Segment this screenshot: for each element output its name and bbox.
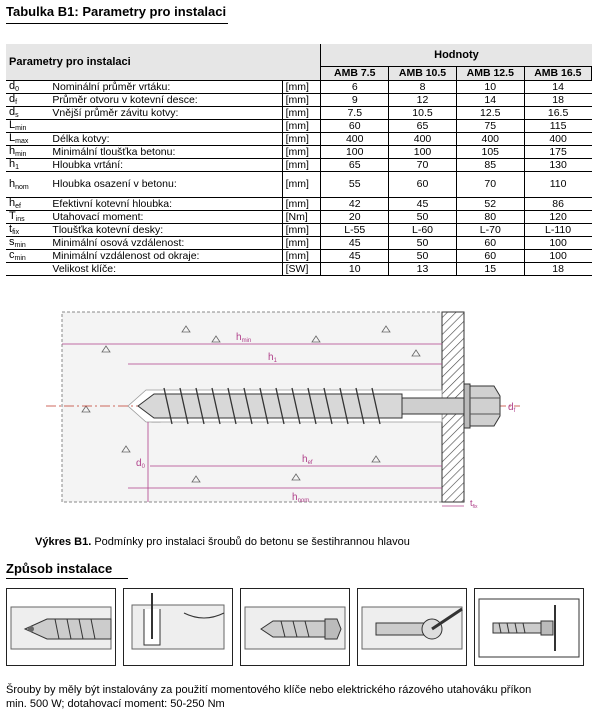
param-value: 50 — [389, 237, 457, 250]
dim-label-h1: $h_1$ — [268, 352, 277, 364]
table-row — [6, 159, 592, 172]
param-unit: [mm] — [282, 159, 321, 172]
param-value: 18 — [524, 263, 591, 276]
table-row — [6, 107, 592, 120]
dim-label-d0: $d_0$ — [136, 458, 145, 470]
param-unit: [mm] — [282, 172, 321, 198]
param-unit: [mm] — [282, 224, 321, 237]
param-value: 100 — [524, 237, 591, 250]
drawing-caption — [35, 536, 410, 548]
param-description: Utahovací moment: — [49, 211, 282, 224]
param-value: 65 — [389, 120, 457, 133]
param-unit: [mm] — [282, 107, 321, 120]
param-value: 115 — [524, 120, 591, 133]
caption-bold: Výkres B1. — [35, 536, 92, 548]
param-unit: [mm] — [282, 133, 321, 146]
param-symbol: $h_{nom}$ — [6, 172, 49, 198]
param-symbol: $c_{min}$ — [6, 250, 49, 263]
param-value: 45 — [321, 237, 389, 250]
param-description: Nominální průměr vrtáku: — [49, 81, 282, 94]
param-value: 10 — [456, 81, 524, 94]
param-value: 7.5 — [321, 107, 389, 120]
param-value: 130 — [524, 159, 591, 172]
param-unit: [mm] — [282, 146, 321, 159]
table-header-values: Hodnoty — [321, 44, 592, 67]
param-value: L-60 — [389, 224, 457, 237]
step-1-drill — [6, 588, 116, 666]
param-value: 175 — [524, 146, 591, 159]
column-header: AMB 10.5 — [389, 67, 457, 81]
param-value: 60 — [321, 120, 389, 133]
table-row — [6, 211, 592, 224]
parameters-table — [6, 44, 592, 276]
dim-label-hef: $h_{ef}$ — [302, 454, 313, 466]
table-row — [6, 224, 592, 237]
param-value: 10 — [321, 263, 389, 276]
param-value: 6 — [321, 81, 389, 94]
param-unit: [mm] — [282, 250, 321, 263]
param-value: 42 — [321, 198, 389, 211]
param-value: 10.5 — [389, 107, 457, 120]
param-symbol: $d_f$ — [6, 94, 49, 107]
param-description: Tloušťka kotevní desky: — [49, 224, 282, 237]
param-unit: [mm] — [282, 81, 321, 94]
install-steps — [6, 588, 580, 668]
param-value: 70 — [389, 159, 457, 172]
step-5-finished — [474, 588, 584, 666]
table-title: Tabulka B1: Parametry pro instalaci — [6, 4, 227, 19]
param-value: 110 — [524, 172, 591, 198]
param-description — [49, 120, 282, 133]
installation-drawing — [46, 306, 520, 516]
table-row — [6, 133, 592, 146]
param-symbol: $h_{ef}$ — [6, 198, 49, 211]
param-description: Hloubka vrtání: — [49, 159, 282, 172]
dim-label-hnom: $h_{nom}$ — [292, 492, 310, 504]
param-unit: [Nm] — [282, 211, 321, 224]
param-value: 60 — [456, 250, 524, 263]
param-symbol: $h_1$ — [6, 159, 49, 172]
param-value: 85 — [456, 159, 524, 172]
table-row — [6, 120, 592, 133]
param-value: 50 — [389, 211, 457, 224]
param-value: 18 — [524, 94, 591, 107]
param-value: 60 — [456, 237, 524, 250]
param-description: Minimální osová vzdálenost: — [49, 237, 282, 250]
column-header: AMB 12.5 — [456, 67, 524, 81]
caption-text: Podmínky pro instalaci šroubů do betonu se šestihrannou hlavou — [91, 536, 410, 548]
step-3-insert — [240, 588, 350, 666]
param-value: 100 — [524, 250, 591, 263]
install-instructions: Šrouby by měly být instalovány za použití momentového klíče nebo elektrického rázového utahováku příkon min. 500 W; dotahovací moment: 50-250 Nm — [6, 684, 532, 710]
column-header: AMB 16.5 — [524, 67, 591, 81]
screw-washer — [464, 384, 470, 428]
param-value: 120 — [524, 211, 591, 224]
param-value: 12 — [389, 94, 457, 107]
param-value: L-70 — [456, 224, 524, 237]
param-value: 9 — [321, 94, 389, 107]
param-value: 80 — [456, 211, 524, 224]
param-value: 45 — [389, 198, 457, 211]
param-symbol: $T_{ins}$ — [6, 211, 49, 224]
param-value: 20 — [321, 211, 389, 224]
param-value: 13 — [389, 263, 457, 276]
param-value: 400 — [524, 133, 591, 146]
param-unit: [SW] — [282, 263, 321, 276]
param-value: 45 — [321, 250, 389, 263]
param-value: 15 — [456, 263, 524, 276]
param-value: 16.5 — [524, 107, 591, 120]
param-value: 55 — [321, 172, 389, 198]
param-value: 8 — [389, 81, 457, 94]
step-2-clean — [123, 588, 233, 666]
param-description: Velikost klíče: — [49, 263, 282, 276]
param-symbol: $d_s$ — [6, 107, 49, 120]
param-value: L-110 — [524, 224, 591, 237]
param-value: 400 — [456, 133, 524, 146]
dim-label-hmin: $h_{min}$ — [236, 332, 252, 344]
install-underline — [6, 578, 128, 579]
screw-shank — [402, 398, 464, 414]
title-underline — [6, 23, 228, 24]
table-row — [6, 94, 592, 107]
param-description: Vnější průměr závitu kotvy: — [49, 107, 282, 120]
dim-label-tfix: $t_{fix}$ — [470, 498, 478, 510]
param-value: 400 — [321, 133, 389, 146]
param-value: 105 — [456, 146, 524, 159]
param-symbol: $L_{max}$ — [6, 133, 49, 146]
column-header: AMB 7.5 — [321, 67, 389, 81]
table-row — [6, 263, 592, 276]
table-row — [6, 198, 592, 211]
table-row — [6, 250, 592, 263]
param-unit: [mm] — [282, 120, 321, 133]
table-row — [6, 146, 592, 159]
install-title: Způsob instalace — [6, 561, 113, 576]
step-4-tighten — [357, 588, 467, 666]
param-value: 14 — [524, 81, 591, 94]
param-symbol: $s_{min}$ — [6, 237, 49, 250]
param-value: 70 — [456, 172, 524, 198]
param-value: 65 — [321, 159, 389, 172]
param-symbol: $L_{min}$ — [6, 120, 49, 133]
param-value: 75 — [456, 120, 524, 133]
param-symbol — [6, 263, 49, 276]
param-value: 50 — [389, 250, 457, 263]
hex-head — [470, 386, 500, 426]
param-symbol: $t_{fix}$ — [6, 224, 49, 237]
param-value: L-55 — [321, 224, 389, 237]
param-value: 12.5 — [456, 107, 524, 120]
param-value: 400 — [389, 133, 457, 146]
param-value: 100 — [321, 146, 389, 159]
param-value: 14 — [456, 94, 524, 107]
param-description: Efektivní kotevní hloubka: — [49, 198, 282, 211]
param-value: 86 — [524, 198, 591, 211]
dim-label-df: $d_f$ — [508, 402, 516, 414]
param-unit: [mm] — [282, 94, 321, 107]
param-description: Průměr otvoru v kotevní desce: — [49, 94, 282, 107]
param-description: Minimální tloušťka betonu: — [49, 146, 282, 159]
param-description: Délka kotvy: — [49, 133, 282, 146]
param-description: Hloubka osazení v betonu: — [49, 172, 282, 198]
param-value: 100 — [389, 146, 457, 159]
param-unit: [mm] — [282, 198, 321, 211]
table-row — [6, 237, 592, 250]
param-symbol: $h_{min}$ — [6, 146, 49, 159]
param-description: Minimální vzdálenost od okraje: — [49, 250, 282, 263]
param-unit: [mm] — [282, 237, 321, 250]
param-value: 60 — [389, 172, 457, 198]
param-symbol: $d_0$ — [6, 81, 49, 94]
table-header-left: Parametry pro instalaci — [6, 44, 321, 81]
param-value: 52 — [456, 198, 524, 211]
table-row — [6, 172, 592, 198]
table-row — [6, 81, 592, 94]
